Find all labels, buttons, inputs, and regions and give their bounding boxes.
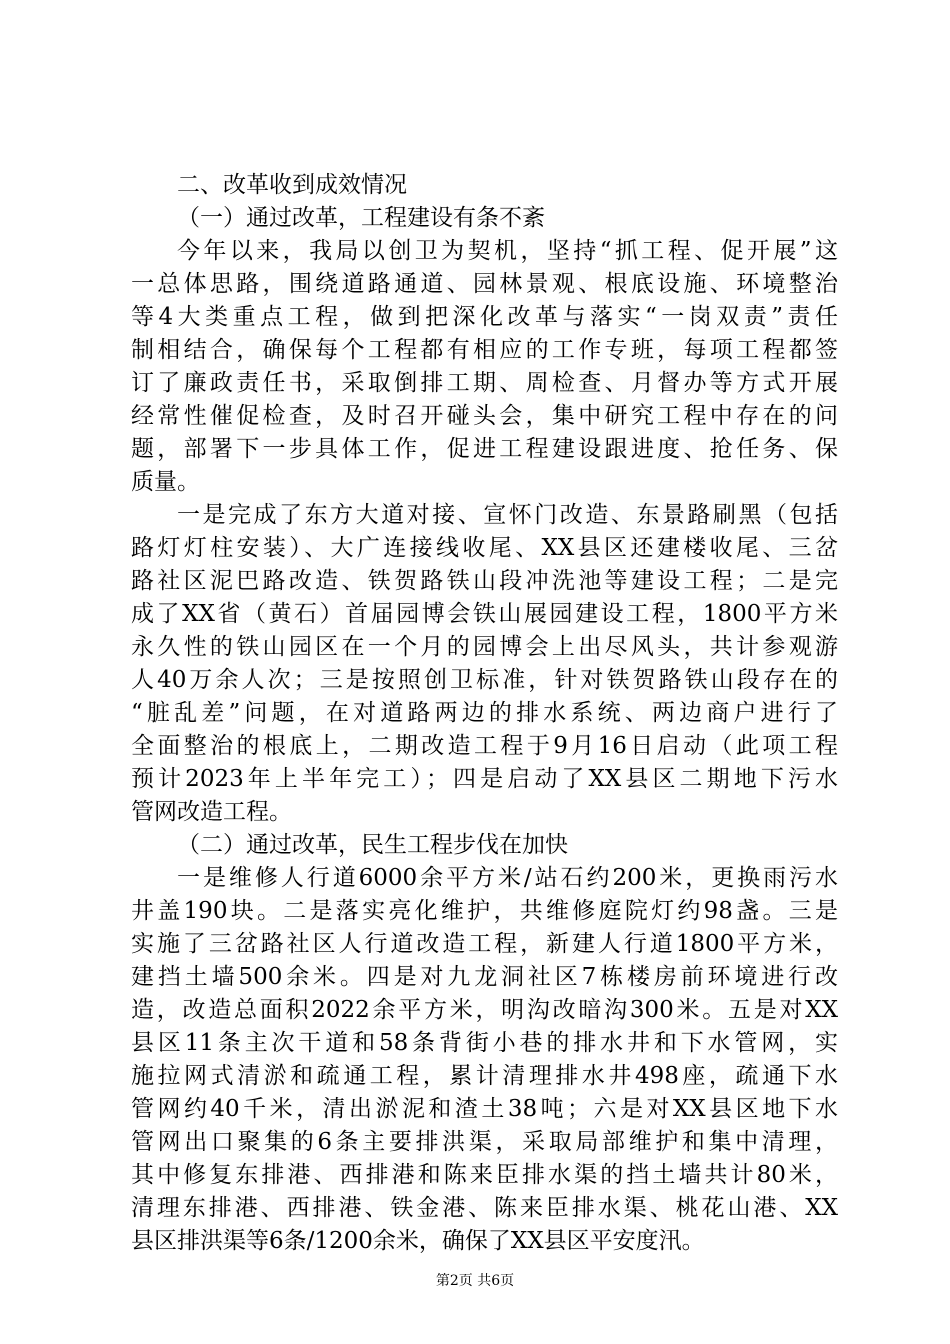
subsection-title: （二）通过改革，民生工程步伐在加快 [177, 832, 568, 858]
paragraph-line: 管网出口聚集的6条主要排洪渠，采取局部维护和集中清理， [131, 1129, 838, 1155]
paragraph-line: 一是维修人行道6000余平方米/站石约200米，更换雨污水 [177, 865, 838, 891]
paragraph-line: 等4大类重点工程，做到把深化改革与落实“一岗双责”责任 [131, 304, 838, 330]
paragraph-line: 经常性催促检查，及时召开碰头会，集中研究工程中存在的问 [131, 403, 838, 429]
paragraph-line: 管网改造工程。 [131, 799, 292, 825]
page-footer: 第2页 共6页 [435, 1273, 515, 1289]
paragraph-line: 井盖190块。二是落实亮化维护，共维修庭院灯约98盏。三是 [131, 898, 838, 924]
paragraph-line: 建挡土墙500余米。四是对九龙洞社区7栋楼房前环境进行改 [131, 964, 838, 990]
paragraph-line: 其中修复东排港、西排港和陈来臣排水渠的挡土墙共计80米， [131, 1162, 838, 1188]
paragraph-line: 施拉网式清淤和疏通工程，累计清理排水井498座，疏通下水 [131, 1063, 838, 1089]
paragraph-line: 造，改造总面积2022余平方米，明沟改暗沟300米。五是对XX [131, 997, 838, 1023]
paragraph-line: 质量。 [131, 469, 200, 495]
section-heading: 二、改革收到成效情况 [177, 172, 407, 198]
paragraph-line: 管网约40千米，清出淤泥和渣土38吨；六是对XX县区地下水 [131, 1096, 838, 1122]
paragraph-line: 人40万余人次；三是按照创卫标准，针对铁贺路铁山段存在的 [131, 667, 838, 693]
paragraph-line: 制相结合，确保每个工程都有相应的工作专班，每项工程都签 [131, 337, 838, 363]
paragraph-line: 题，部署下一步具体工作，促进工程建设跟进度、抢任务、保 [131, 436, 838, 462]
paragraph-line: 全面整治的根底上，二期改造工程于9月16日启动（此项工程 [131, 733, 838, 759]
paragraph-line: 成了XX省（黄石）首届园博会铁山展园建设工程，1800平方米 [131, 601, 838, 627]
paragraph-line: 路灯灯柱安装）、大广连接线收尾、XX县区还建楼收尾、三岔 [131, 535, 838, 561]
paragraph-line: 一是完成了东方大道对接、宣怀门改造、东景路刷黑（包括 [177, 502, 838, 528]
subsection-title: （一）通过改革，工程建设有条不紊 [177, 205, 545, 231]
paragraph-line: 订了廉政责任书，采取倒排工期、周检查、月督办等方式开展 [131, 370, 838, 396]
paragraph-line: 清理东排港、西排港、铁金港、陈来臣排水渠、桃花山港、XX [131, 1195, 838, 1221]
paragraph-line: 路社区泥巴路改造、铁贺路铁山段冲洗池等建设工程；二是完 [131, 568, 838, 594]
paragraph-line: 实施了三岔路社区人行道改造工程，新建人行道1800平方米， [131, 931, 838, 957]
paragraph-line: 预计2023年上半年完工）；四是启动了XX县区二期地下污水 [131, 766, 838, 792]
paragraph-line: 一总体思路，围绕道路通道、园林景观、根底设施、环境整治 [131, 271, 838, 297]
paragraph-line: 永久性的铁山园区在一个月的园博会上出尽风头，共计参观游 [131, 634, 838, 660]
paragraph-line: 县区排洪渠等6条/1200余米，确保了XX县区平安度汛。 [131, 1228, 705, 1254]
paragraph-line: 县区11条主次干道和58条背街小巷的排水井和下水管网，实 [131, 1030, 838, 1056]
paragraph-line: 今年以来，我局以创卫为契机，坚持“抓工程、促开展”这 [177, 238, 838, 264]
paragraph-line: “脏乱差”问题，在对道路两边的排水系统、两边商户进行了 [131, 700, 838, 726]
